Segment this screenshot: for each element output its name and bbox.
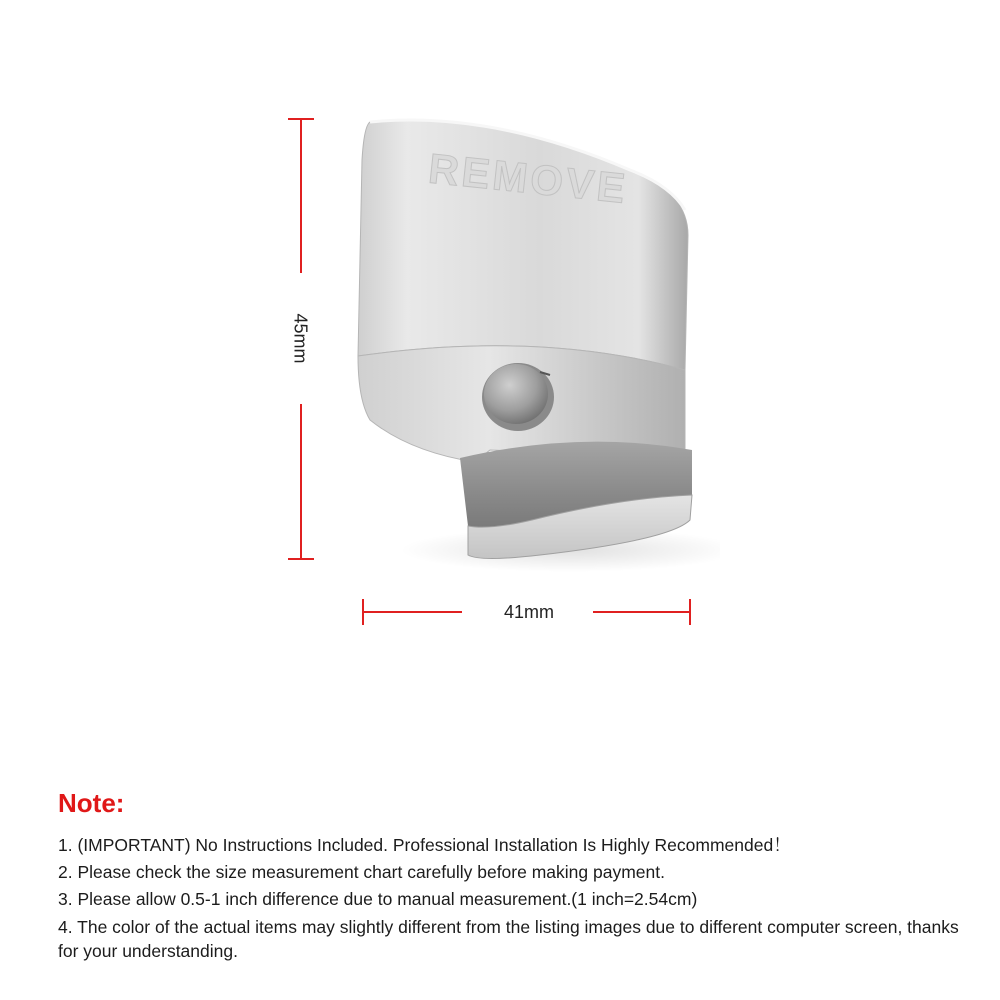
height-line-lower [300,404,302,560]
height-bottom-tick [288,558,314,560]
note-title: Note: [58,788,125,818]
note-list [58,832,978,963]
note-item: 4. The color of the actual items may slightly different from the listing images due to different computer screen, thanks for your understanding. [58,917,959,961]
width-right-tick [689,599,691,625]
width-line-left [362,611,462,613]
product-image [340,100,720,580]
note-item: 1. (IMPORTANT) No Instructions Included. Professional Installation Is Highly Recommended！ [58,835,791,855]
height-line-upper [300,118,302,273]
metal-button-cover-illustration [340,100,720,580]
height-label: 45mm [290,313,311,364]
engraving-text: REMOVE [426,144,631,213]
note-item: 2. Please check the size measurement chart carefully before making payment. [58,862,665,882]
width-line-right [593,611,691,613]
button-knob [484,364,548,424]
width-label: 41mm [503,602,554,622]
note-item: 3. Please allow 0.5-1 inch difference due to manual measurement.(1 inch=2.54cm) [58,889,698,909]
